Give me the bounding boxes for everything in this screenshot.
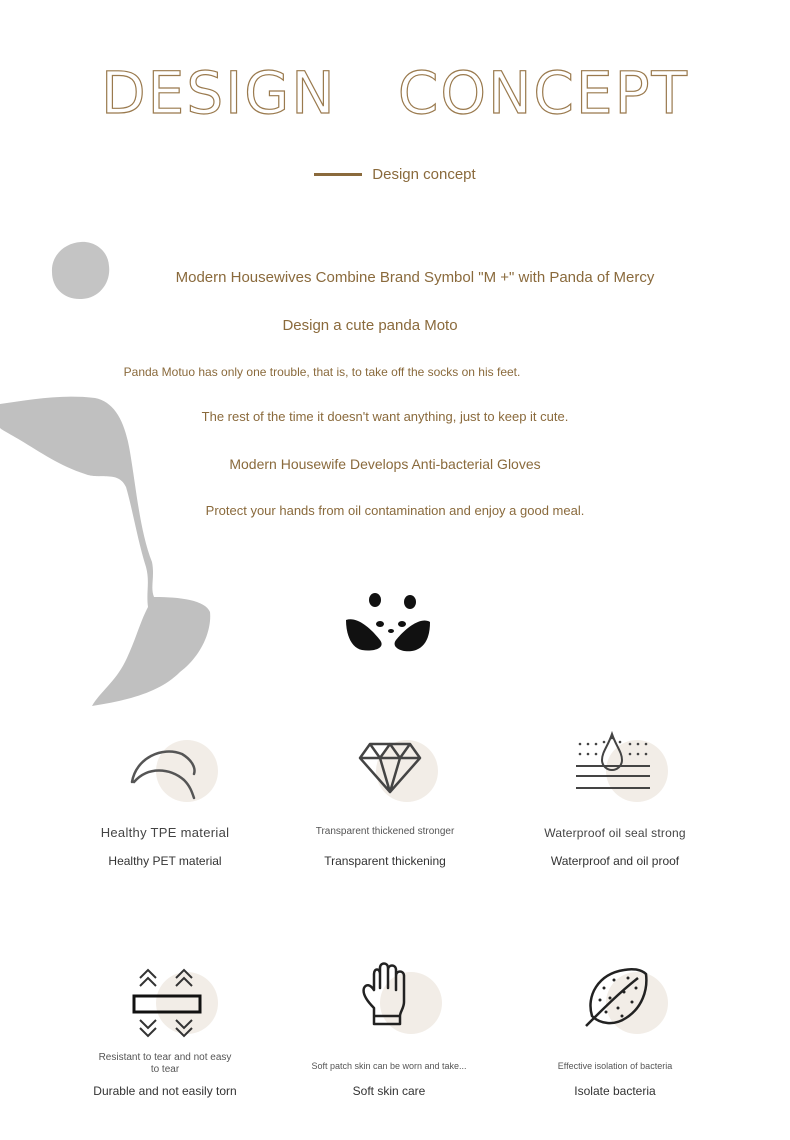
feature-healthy-material bbox=[70, 730, 260, 868]
feature-label: Durable and not easily torn bbox=[93, 1084, 237, 1098]
page-title: DESIGN CONCEPT bbox=[101, 59, 689, 127]
glove-icon bbox=[360, 962, 420, 1026]
concept-line-4: The rest of the time it doesn't want anything, just to keep it cute. bbox=[201, 409, 569, 424]
concept-line-2: Design a cute panda Moto bbox=[282, 317, 458, 334]
feature-label: Transparent thickening bbox=[324, 854, 446, 868]
concept-line-3: Panda Motuo has only one trouble, that is, to take off the socks on his feet. bbox=[123, 365, 521, 379]
feature-antibacterial bbox=[520, 962, 710, 1098]
concept-line-6: Protect your hands from oil contamination and enjoy a good meal. bbox=[205, 503, 585, 518]
feature-caption: Resistant to tear and not easy to tear bbox=[98, 1052, 232, 1075]
feature-caption: Soft patch skin can be worn and take... bbox=[311, 1061, 467, 1071]
panda-logo-icon bbox=[344, 590, 432, 656]
feature-caption: Transparent thickened stronger bbox=[315, 826, 455, 837]
leaf-arc-icon bbox=[126, 744, 198, 802]
feature-label: Soft skin care bbox=[352, 1084, 426, 1098]
feature-waterproof bbox=[520, 730, 710, 868]
leaf-icon bbox=[584, 964, 650, 1030]
concept-line-5: Modern Housewife Develops Anti-bacterial Gloves bbox=[229, 456, 541, 472]
ink-brush-stroke bbox=[0, 392, 215, 712]
feature-soft-skin bbox=[294, 962, 484, 1098]
feature-label: Isolate bacteria bbox=[574, 1084, 656, 1098]
section-subtitle bbox=[0, 166, 790, 183]
stretch-icon bbox=[130, 964, 206, 1040]
water-drop-icon bbox=[574, 730, 654, 796]
feature-transparent bbox=[290, 730, 480, 868]
diamond-icon bbox=[358, 740, 422, 796]
concept-line-1: Modern Housewives Combine Brand Symbol "M +" with Panda of Mercy bbox=[175, 269, 655, 286]
feature-caption: Healthy TPE material bbox=[100, 825, 230, 840]
subtitle-dash bbox=[314, 173, 362, 176]
feature-caption: Waterproof oil seal strong bbox=[544, 826, 686, 840]
feature-label: Healthy PET material bbox=[108, 854, 222, 868]
feature-caption: Effective isolation of bacteria bbox=[557, 1061, 673, 1071]
subtitle-text: Design concept bbox=[372, 166, 476, 183]
feature-label: Waterproof and oil proof bbox=[550, 854, 680, 868]
feature-durable bbox=[70, 962, 260, 1098]
